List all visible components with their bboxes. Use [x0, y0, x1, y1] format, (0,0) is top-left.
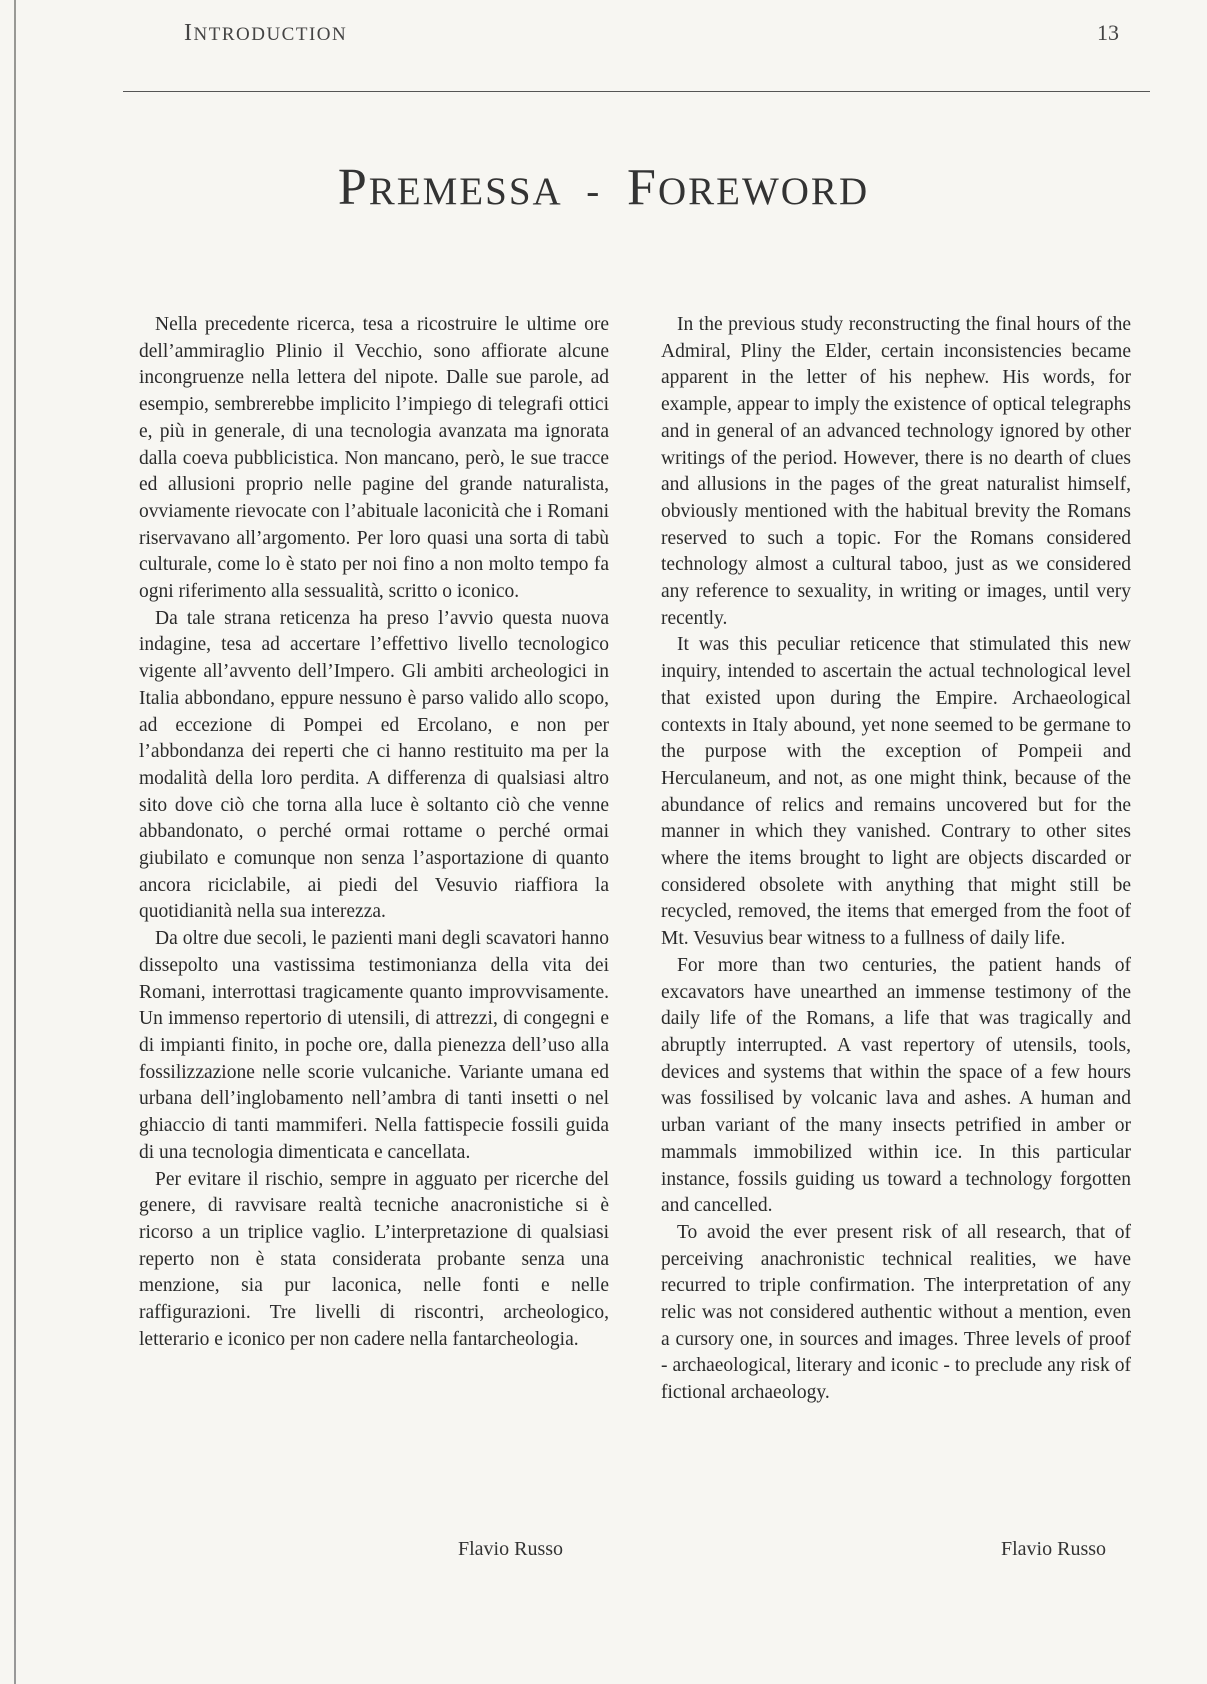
- english-paragraph: For more than two centuries, the patient hands of excavators have unearthed an immense testimony of the daily life of the Romans, a life that was tragically and abruptly interrupted. A vast repertory of utensils, tools, devices and systems that within the space of a few hours was fossilised by volcanic lava and ashes. A human and urban variant of the many insects petrified in amber or mammals immobilized within ice. In this particular instance, fossils guiding us toward a technology forgotten and cancelled.: [661, 954, 1131, 1217]
- english-paragraph: It was this peculiar reticence that stimulated this new inquiry, intended to ascertain the actual technological level that existed upon during the Empire. Archaeological contexts in Italy abound, yet none seemed to be germane to the purpose with the exception of Pompeii and Herculaneum, and not, as one might think, because of the abundance of relics and remains uncovered but for the manner in which they vanished. Contrary to other sites where the items brought to light are objects discarded or considered obsolete with anything that might still be recycled, removed, the items that emerged from the foot of Mt. Vesuvius bear witness to a fullness of daily life.: [661, 634, 1131, 950]
- italian-paragraph: Per evitare il rischio, sempre in agguato per ricerche del genere, di ravvisare realtà tecniche anacronistiche si è ricorso a un triplice vaglio. L’interpretazione di qualsiasi reperto non è stata considerata probante senza una menzione, sia pur laconica, nelle fonti e nelle raffigurazioni. Tre livelli di riscontri, archeologico, letterario e iconico per non cadere nella fantarcheologia.: [139, 1168, 609, 1350]
- italian-paragraph: Nella precedente ricerca, tesa a ricostruire le ultime ore dell’ammiraglio Plinio il Vecchio, sono affiorate alcune incongruenze nella lettera del nipote. Dalle sue parole, ad esempio, sembrerebbe implicito l’impiego di telegrafi ottici e, più in generale, di una tecnologia avanzata ma ignorata dalla coeva pubblicistica. Non mancano, però, le sue tracce ed allusioni proprio nelle pagine del grande naturalista, ovviamente rievocate con l’abituale laconicità che i Romani riservavano all’argomento. Per loro quasi una sorta di tabù culturale, come lo è stato per noi fino a non molto tempo fa ogni riferimento alla sessualità, scritto o iconico.: [139, 314, 609, 603]
- title-english-rest: OREWORD: [657, 170, 870, 213]
- book-spine-edge: [14, 0, 16, 1684]
- english-paragraph: To avoid the ever present risk of all research, that of perceiving anachronistic technical realities, we have recurred to triple confirmation. The interpretation of any relic was not considered authentic without a mention, even a cursory one, in sources and images. Three levels of proof - archaeological, literary and iconic - to preclude any risk of fictional archaeology.: [661, 1221, 1131, 1404]
- italian-signature: Flavio Russo: [458, 1538, 564, 1560]
- running-head-initial: I: [184, 20, 194, 46]
- running-head: [184, 20, 347, 47]
- title-separator: -: [586, 170, 602, 213]
- title-english-initial: F: [627, 159, 658, 216]
- italian-paragraph: Da tale strana reticenza ha preso l’avvio questa nuova indagine, tesa ad accertare l’effettivo livello tecnologico vigente all’avvento dell’Impero. Gli ambiti archeologici in Italia abbondano, eppure nessuno è parso valido allo scopo, ad eccezione di Pompei ed Ercolano, e non per l’abbondanza dei reperti che ci hanno restituito ma per la modalità della loro perdita. A differenza di qualsiasi altro sito dove ciò che torna alla luce è soltanto ciò che venne abbandonato, o perché ormai rottame o perché ormai giubilato e comunque non senza l’asportazione di quanto ancora riciclabile, ai piedi del Vesuvio riaffiora la quotidianità nella sua interezza.: [139, 607, 609, 923]
- running-head-rest: NTRODUCTION: [193, 24, 348, 45]
- italian-paragraph: Da oltre due secoli, le pazienti mani degli scavatori hanno dissepolto una vastissima testimonianza della vita dei Romani, interrottasi tragicamente quanto improvvisamente. Un immenso repertorio di utensili, di attrezzi, di congegni e di impianti finito, in poche ore, dalla pienezza dell’uso alla fossilizzazione nelle scorie vulcaniche. Variante umana ed urbana dell’inglobamento nell’ambra di tanti insetti o nel ghiaccio di tanti mammiferi. Nella fattispecie fossili guida di una tecnologia dimenticata e cancellata.: [139, 928, 609, 1163]
- page-title: [0, 158, 1207, 217]
- header-rule: [123, 91, 1150, 92]
- english-signature: Flavio Russo: [1001, 1538, 1107, 1560]
- page-number: 13: [1097, 20, 1119, 45]
- title-italian-rest: REMESSA: [368, 170, 561, 213]
- title-italian-initial: P: [337, 159, 369, 216]
- english-paragraph: In the previous study reconstructing the final hours of the Admiral, Pliny the Elder, certain inconsistencies became apparent in the letter of his nephew. His words, for example, appear to imply the existence of optical telegraphs and in general of an advanced technology ignored by other writings of the period. However, there is no dearth of clues and allusions in the pages of the great naturalist himself, obviously mentioned with the habitual brevity the Romans reserved to such a topic. For the Romans considered technology almost a cultural taboo, just as we considered any reference to sexuality, in writing or images, until very recently.: [661, 314, 1131, 629]
- italian-column: [139, 312, 609, 1353]
- english-column: [661, 312, 1131, 1407]
